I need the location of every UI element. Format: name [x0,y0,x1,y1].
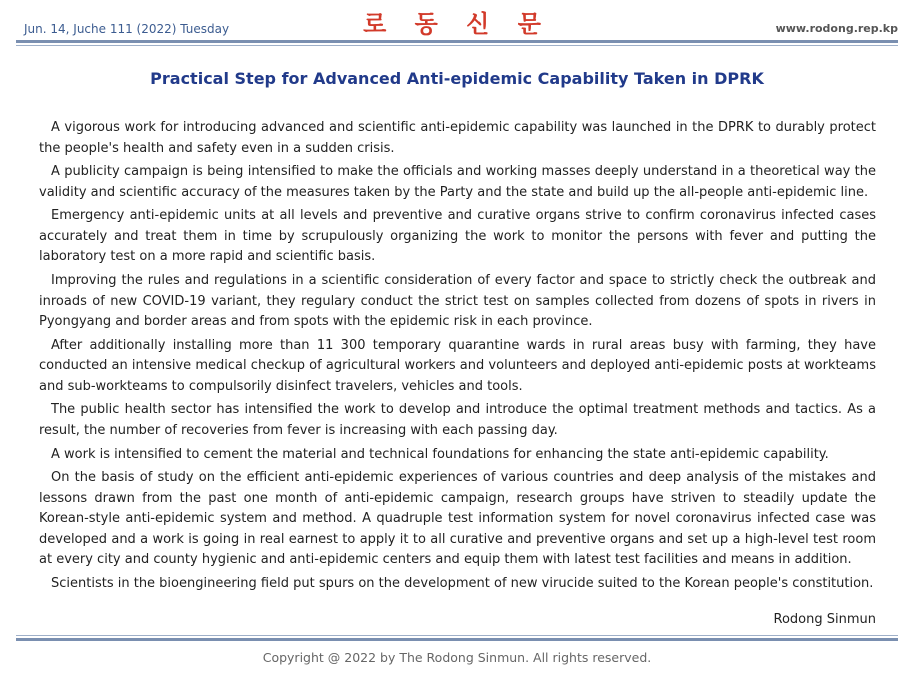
article-paragraph: After additionally installing more than 11 300 temporary quarantine wards in rural areas busy with farming, they have conducted an intensive medical checkup of agricultural workers and volunteers and deployed anti-epidemic posts at workteams and sub-workteams to compulsorily disinfect travelers, vehicles and tools. [39,337,876,394]
publication-date: Jun. 14, Juche 111 (2022) Tuesday [24,22,230,36]
article-paragraph: A work is intensified to cement the material and technical foundations for enhancing the state anti-epidemic capability. [51,446,829,462]
article-body [39,118,876,598]
article-byline: Rodong Sinmun [773,612,876,627]
page-header [16,0,898,40]
header-divider-thick [16,40,898,43]
footer-divider-thin [16,635,898,636]
header-divider-thin [16,45,898,46]
footer-divider-thick [16,638,898,641]
article-paragraph: Improving the rules and regulations in a scientific consideration of every factor and space to strictly check the outbreak and inroads of new COVID-19 variant, they regulary conduct the strict test on samples collected from dozens of spots in rivers in Pyongyang and border areas and from spots with the epidemic risk in each province. [39,273,876,330]
article-paragraph: The public health sector has intensified the work to develop and introduce the optimal treatment methods and tactics. As a result, the number of recoveries from fever is increasing with each passing day. [39,402,876,438]
article-paragraph: Emergency anti-epidemic units at all levels and preventive and curative organs strive to confirm coronavirus infected cases accurately and treat them in time by scrupulously organizing the work to monitor the persons with fever and putting the laboratory test on a more rapid and scientific basis. [39,208,876,265]
newspaper-masthead: 로 동 신 문 [363,9,551,38]
article-title: Practical Step for Advanced Anti-epidemic Capability Taken in DPRK [150,69,764,88]
copyright-notice: Copyright @ 2022 by The Rodong Sinmun. All rights reserved. [262,650,652,665]
article-paragraph: A publicity campaign is being intensified to make the officials and working masses deeply understand in a theoretical way the validity and scientific accuracy of the measures taken by the Party and the state and build up the all-people anti-epidemic line. [39,164,876,200]
article-paragraph: A vigorous work for introducing advanced and scientific anti-epidemic capability was launched in the DPRK to durably protect the people's health and safety even in a sudden crisis. [39,120,876,156]
article-paragraph: On the basis of study on the efficient anti-epidemic experiences of various countries and deep analysis of the mistakes and lessons drawn from the past one month of anti-epidemic campaign, research groups have striven to steadily update the Korean-style anti-epidemic system and method. A quadruple test information system for novel coronavirus infected case was developed and a work is going in real earnest to apply it to all curative and preventive organs and set up a high-level test room at every city and county hygienic and anti-epidemic centers and equip them with latest test facilities and means in addition. [39,470,876,568]
article-paragraph: Scientists in the bioengineering field put spurs on the development of new virucide suited to the Korean people's constitution. [51,576,874,591]
website-url: www.rodong.rep.kp [775,22,898,35]
